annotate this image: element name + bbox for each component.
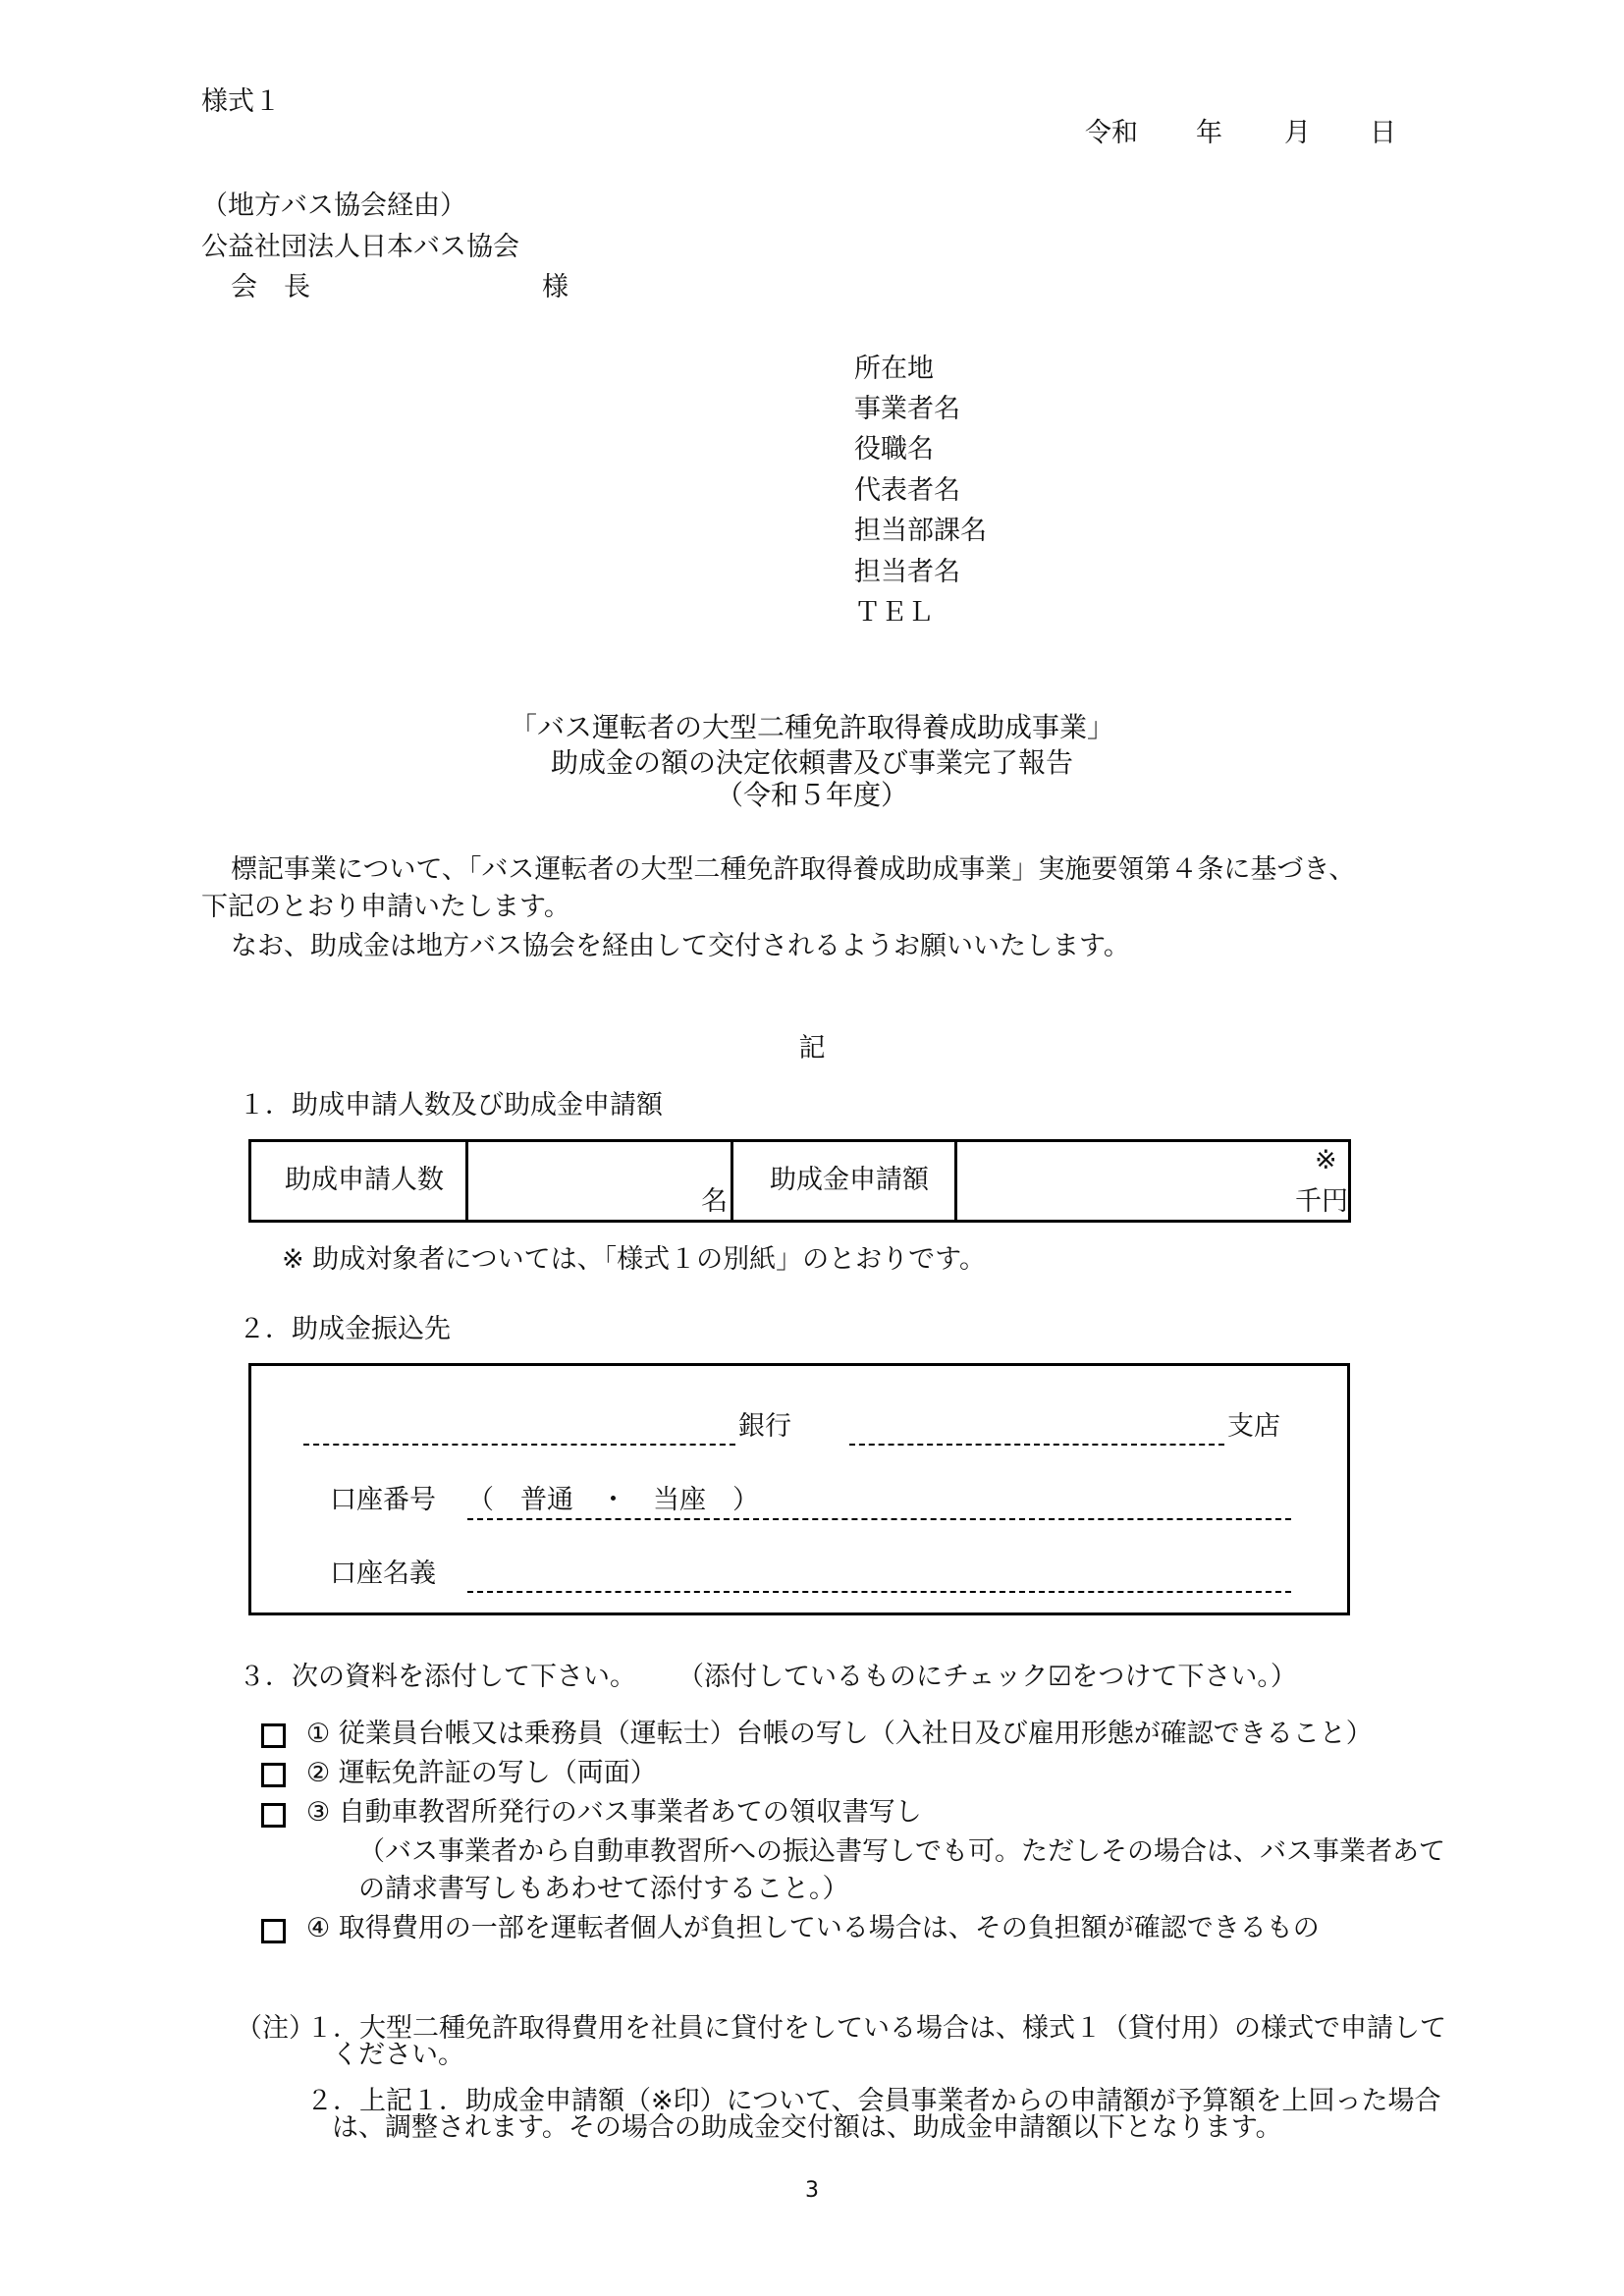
attachment-1-checkbox[interactable] xyxy=(261,1723,286,1748)
field-representative: 代表者名 xyxy=(854,475,960,506)
attachment-3-subtext-1: （バス事業者から自動車教習所への振込書写しでも可。ただしその場合は、バス事業者あて xyxy=(358,1836,1445,1867)
title-line2: 助成金の額の決定依頼書及び事業完了報告 xyxy=(550,746,1073,779)
note-2a: ２．上記１．助成金申請額（※印）について、会員事業者からの申請額が予算額を上回った場合 xyxy=(306,2086,1441,2116)
date-day: 日 xyxy=(1370,118,1396,148)
bank-transfer-box xyxy=(248,1363,1350,1615)
attachment-4-text: ④ 取得費用の一部を運転者個人が負担している場合は、その負担額が確認できるもの xyxy=(306,1913,1320,1943)
attachment-3-checkbox[interactable] xyxy=(261,1803,286,1828)
addressee-via: （地方バス協会経由） xyxy=(201,191,466,221)
applicant-count-label: 助成申請人数 xyxy=(285,1165,444,1195)
grant-amount-unit: 千円 xyxy=(1295,1186,1348,1217)
note-1a: １．大型二種免許取得費用を社員に貸付をしている場合は、様式１（貸付用）の様式で申請して xyxy=(306,2013,1446,2044)
addressee-position: 会 長 xyxy=(231,272,310,302)
note-2b: は、調整されます。その場合の助成金交付額は、助成金申請額以下となります。 xyxy=(332,2112,1282,2143)
account-number-label: 口座番号 xyxy=(330,1485,436,1515)
field-company-name: 事業者名 xyxy=(854,394,960,424)
grant-amount-label: 助成金申請額 xyxy=(770,1165,929,1195)
bank-label: 銀行 xyxy=(738,1411,791,1442)
date-era: 令和 xyxy=(1085,118,1138,148)
page-number: 3 xyxy=(805,2178,819,2203)
addressee-honorific: 様 xyxy=(542,272,568,302)
section1-table xyxy=(248,1139,1351,1223)
body-paragraph-2: なお、助成金は地方バス協会を経由して交付されるようお願いいたします。 xyxy=(231,931,1130,961)
note-1b: ください。 xyxy=(332,2040,464,2070)
title-line3: （令和５年度） xyxy=(715,779,908,811)
section1-note: ※ 助成対象者については、「様式１の別紙」のとおりです。 xyxy=(282,1244,987,1275)
field-title: 役職名 xyxy=(854,434,934,465)
section2-heading: ２．助成金振込先 xyxy=(239,1314,451,1344)
body-paragraph-1b: 下記のとおり申請いたします。 xyxy=(201,892,570,922)
field-address: 所在地 xyxy=(854,354,934,384)
notes-label: （注） xyxy=(236,2013,315,2044)
field-tel: ＴＥＬ xyxy=(854,597,934,628)
attachment-3-subtext-2: の請求書写しもあわせて添付すること。） xyxy=(358,1874,849,1904)
form-number: 様式１ xyxy=(201,86,281,117)
addressee-org: 公益社団法人日本バス協会 xyxy=(201,232,519,262)
attachment-4-checkbox[interactable] xyxy=(261,1919,286,1943)
field-contact-person: 担当者名 xyxy=(854,557,960,587)
date-year: 年 xyxy=(1196,118,1222,148)
ki-heading: 記 xyxy=(798,1033,826,1064)
attachment-3-text: ③ 自動車教習所発行のバス事業者あての領収書写し xyxy=(306,1797,922,1828)
section3-heading-note: （添付しているものにチェック☑をつけて下さい。） xyxy=(677,1662,1297,1692)
grant-amount-mark: ※ xyxy=(1315,1145,1337,1175)
account-type: （ 普通 ・ 当座 ） xyxy=(467,1485,759,1515)
attachment-1-text: ① 従業員台帳又は乗務員（運転士）台帳の写し（入社日及び雇用形態が確認できること） xyxy=(306,1719,1373,1749)
branch-label: 支店 xyxy=(1227,1411,1280,1442)
attachment-2-text: ② 運転免許証の写し（両面） xyxy=(306,1758,657,1788)
field-department: 担当部課名 xyxy=(854,516,987,546)
date-month: 月 xyxy=(1284,118,1311,148)
section3-heading: ３．次の資料を添付して下さい。 xyxy=(239,1662,636,1692)
attachment-2-checkbox[interactable] xyxy=(261,1763,286,1787)
title-line1: 「バス運転者の大型二種免許取得養成助成事業」 xyxy=(509,711,1114,743)
section1-heading: １．助成申請人数及び助成金申請額 xyxy=(239,1090,663,1121)
body-paragraph-1a: 標記事業について、「バス運転者の大型二種免許取得養成助成事業」実施要領第４条に基づき、 xyxy=(231,854,1356,885)
account-name-label: 口座名義 xyxy=(330,1558,436,1589)
applicant-count-unit: 名 xyxy=(701,1186,728,1217)
